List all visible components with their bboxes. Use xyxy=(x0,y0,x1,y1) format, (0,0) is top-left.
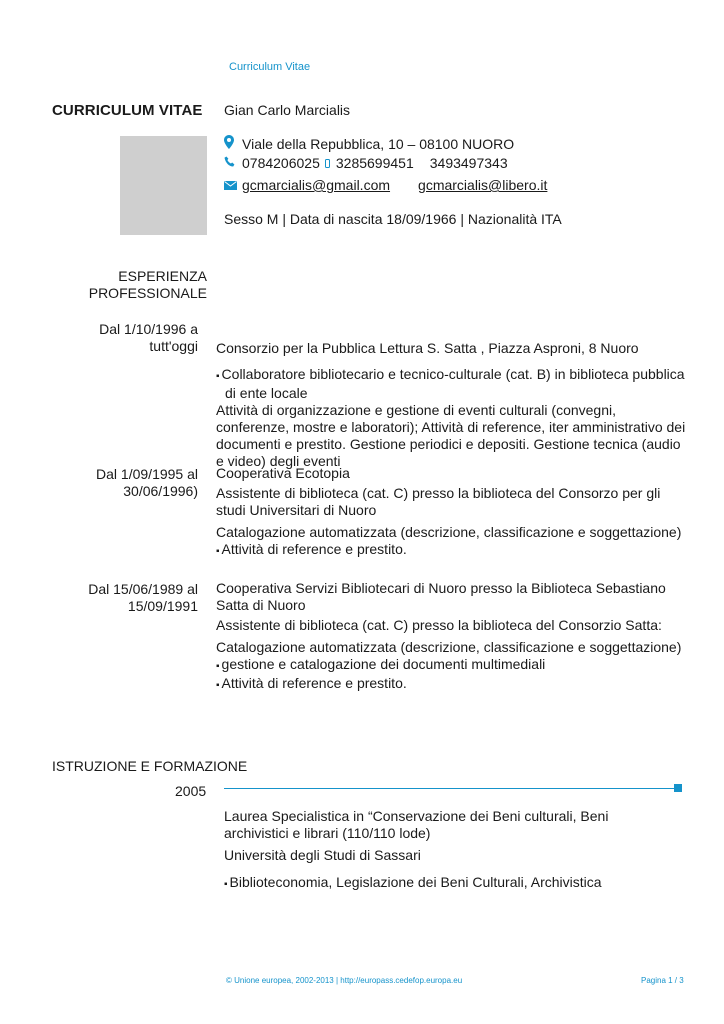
job-bullet: ▪ Attività di reference e prestito. xyxy=(216,675,688,694)
education-heading: ISTRUZIONE E FORMAZIONE xyxy=(52,758,248,774)
header-title: Curriculum Vitae xyxy=(229,61,311,73)
job-bullet: ▪ gestione e catalogazione dei documenti multimediali xyxy=(216,656,688,675)
education-degree: Laurea Specialistica in “Conservazione dei Beni culturali, Beni archivistici e librari (110/110 lode) xyxy=(224,808,609,841)
job-role: Assistente di biblioteca (cat. C) presso la biblioteca del Consorzo per gli studi Universitari di Nuoro xyxy=(216,485,661,518)
job-date: Dal 1/09/1995 al 30/06/1996) xyxy=(96,466,198,499)
job-employer: Cooperativa Servizi Bibliotecari di Nuoro presso la Biblioteca Sebastiano Satta di Nuoro xyxy=(216,580,666,613)
education-entry xyxy=(224,808,624,893)
cv-label: CURRICULUM VITAE xyxy=(52,102,203,119)
job-description: Attività di organizzazione e gestione di eventi culturali (convegni, conferenze, mostre e laboratori); Attività di reference, iter amministrativo dei documenti e prestito. Gestione periodici e depositi. Gestione tecnica (audio e video) degli eventi xyxy=(216,402,686,469)
phone-line xyxy=(224,155,508,171)
job-role: Assistente di biblioteca (cat. C) presso la biblioteca del Consorzio Satta: xyxy=(216,617,662,633)
education-year: 2005 xyxy=(175,783,207,799)
mobile-number-2[interactable]: 3493497343 xyxy=(429,155,508,171)
mobile-number-1[interactable]: 3285699451 xyxy=(335,155,414,171)
education-bullet: ▪ Biblioteconomia, Legislazione dei Beni Culturali, Archivistica xyxy=(224,874,624,893)
experience-heading: ESPERIENZA PROFESSIONALE xyxy=(88,268,207,301)
job-entry xyxy=(216,580,688,694)
job-description: Catalogazione automatizzata (descrizione, classificazione e soggettazione) xyxy=(216,639,682,655)
job-description: Catalogazione automatizzata (descrizione, classificazione e soggettazione) xyxy=(216,524,682,540)
location-icon xyxy=(224,135,242,152)
email-link-1[interactable]: gcmarcialis@gmail.com xyxy=(242,177,391,193)
footer-copyright: © Unione europea, 2002-2013 | http://europass.cedefop.europa.eu xyxy=(226,976,463,985)
education-university: Università degli Studi di Sassari xyxy=(224,847,421,863)
job-employer: Cooperativa Ecotopia xyxy=(216,465,350,481)
email-link-2[interactable]: gcmarcialis@libero.it xyxy=(418,177,548,193)
address-text: Viale della Repubblica, 10 – 08100 NUORO xyxy=(242,135,515,152)
mobile-icon xyxy=(320,155,336,171)
email-icon xyxy=(224,177,242,193)
job-entry xyxy=(216,340,688,470)
photo-placeholder xyxy=(120,136,207,235)
personal-info: Sesso M | Data di nascita 18/09/1966 | Nazionalità ITA xyxy=(224,211,562,227)
phone-number[interactable]: 0784206025 xyxy=(242,155,320,171)
divider-square xyxy=(674,784,682,792)
job-bullet: ▪ Attività di reference e prestito. xyxy=(216,541,688,560)
email-line xyxy=(224,177,547,193)
address-line xyxy=(224,135,514,152)
phone-icon xyxy=(224,155,242,171)
job-date: Dal 15/06/1989 al 15/09/1991 xyxy=(88,581,198,614)
job-entry xyxy=(216,465,688,560)
job-employer: Consorzio per la Pubblica Lettura S. Satta , Piazza Asproni, 8 Nuoro xyxy=(216,340,639,356)
footer-page-number: Pagina 1 / 3 xyxy=(641,976,684,985)
section-divider xyxy=(224,788,674,789)
job-date: Dal 1/10/1996 a tutt'oggi xyxy=(99,321,198,354)
person-name: Gian Carlo Marcialis xyxy=(224,102,351,118)
job-bullet: ▪ Collaboratore bibliotecario e tecnico-culturale (cat. B) in biblioteca pubblica di ente locale xyxy=(216,366,688,402)
